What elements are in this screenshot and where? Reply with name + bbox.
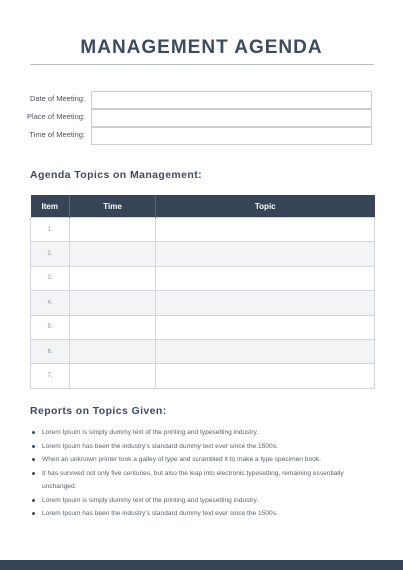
bullet-icon bbox=[32, 431, 35, 434]
time-cell[interactable] bbox=[70, 242, 156, 266]
report-text: Lorem Ipsum is simply dummy text of the printing and typesetting industry. bbox=[42, 496, 259, 504]
column-header-item: Item bbox=[31, 195, 70, 218]
item-cell: 1. bbox=[31, 218, 70, 242]
time-cell[interactable] bbox=[70, 339, 156, 363]
topic-cell[interactable] bbox=[156, 218, 375, 242]
time-of-meeting-row bbox=[0, 127, 403, 145]
time-cell[interactable] bbox=[70, 315, 156, 339]
item-cell: 2. bbox=[31, 242, 70, 266]
reports-list bbox=[30, 426, 374, 521]
bullet-icon bbox=[32, 445, 35, 448]
agenda-heading: Agenda Topics on Management: bbox=[30, 169, 203, 181]
place-of-meeting-label: Place of Meeting: bbox=[27, 112, 85, 121]
item-cell: 5. bbox=[31, 315, 70, 339]
list-item bbox=[30, 467, 374, 494]
topic-cell[interactable] bbox=[156, 364, 375, 388]
time-cell[interactable] bbox=[70, 364, 156, 388]
date-of-meeting-row bbox=[0, 91, 403, 109]
table-row bbox=[31, 266, 375, 290]
topic-cell[interactable] bbox=[156, 266, 375, 290]
report-text: Lorem Ipsum is simply dummy text of the printing and typesetting industry. bbox=[42, 429, 259, 436]
time-of-meeting-field[interactable] bbox=[91, 127, 372, 145]
item-cell: 3. bbox=[31, 266, 70, 290]
item-cell: 4. bbox=[31, 291, 70, 315]
bullet-icon bbox=[32, 512, 35, 515]
column-header-time: Time bbox=[70, 195, 156, 218]
time-cell[interactable] bbox=[70, 266, 156, 290]
list-item bbox=[30, 440, 374, 454]
list-item bbox=[30, 507, 374, 521]
table-row bbox=[31, 291, 375, 315]
table-row bbox=[31, 242, 375, 266]
agenda-header-row bbox=[31, 195, 375, 218]
title-divider bbox=[30, 64, 374, 65]
table-row bbox=[31, 315, 375, 339]
topic-cell[interactable] bbox=[156, 315, 375, 339]
list-item bbox=[30, 494, 374, 508]
reports-heading: Reports on Topics Given: bbox=[30, 405, 167, 417]
date-of-meeting-label: Date of Meeting: bbox=[29, 94, 85, 103]
place-of-meeting-field[interactable] bbox=[91, 109, 372, 127]
time-cell[interactable] bbox=[70, 291, 156, 315]
bullet-icon bbox=[32, 472, 35, 475]
report-text: Lorem Ipsum has been the industry's standard dummy text ever since the 1500s. bbox=[42, 442, 278, 450]
date-of-meeting-field[interactable] bbox=[91, 91, 372, 109]
footer-bar bbox=[0, 560, 403, 570]
list-item bbox=[30, 426, 374, 440]
item-cell: 7. bbox=[31, 364, 70, 388]
topic-cell[interactable] bbox=[156, 291, 375, 315]
agenda-table bbox=[30, 195, 375, 389]
time-of-meeting-label: Time of Meeting: bbox=[29, 130, 85, 139]
topic-cell[interactable] bbox=[156, 339, 375, 363]
item-cell: 6. bbox=[31, 339, 70, 363]
place-of-meeting-row bbox=[0, 109, 403, 127]
page-title: MANAGEMENT AGENDA bbox=[80, 37, 323, 58]
column-header-topic: Topic bbox=[156, 195, 375, 218]
bullet-icon bbox=[32, 499, 35, 502]
table-row bbox=[31, 339, 375, 363]
topic-cell[interactable] bbox=[156, 242, 375, 266]
report-text: Lorem Ipsum has been the industry's standard dummy text ever since the 1500s. bbox=[42, 510, 278, 517]
table-row bbox=[31, 364, 375, 388]
bullet-icon bbox=[32, 458, 35, 461]
list-item bbox=[30, 453, 374, 467]
report-text: It has survived not only five centuries, but also the leap into electronic typesetting, remaining essentially unchanged. bbox=[42, 469, 344, 490]
table-row bbox=[31, 218, 375, 242]
time-cell[interactable] bbox=[70, 218, 156, 242]
report-text: When an unknown printer took a galley of type and scrambled it to make a type specimen book. bbox=[42, 456, 321, 463]
